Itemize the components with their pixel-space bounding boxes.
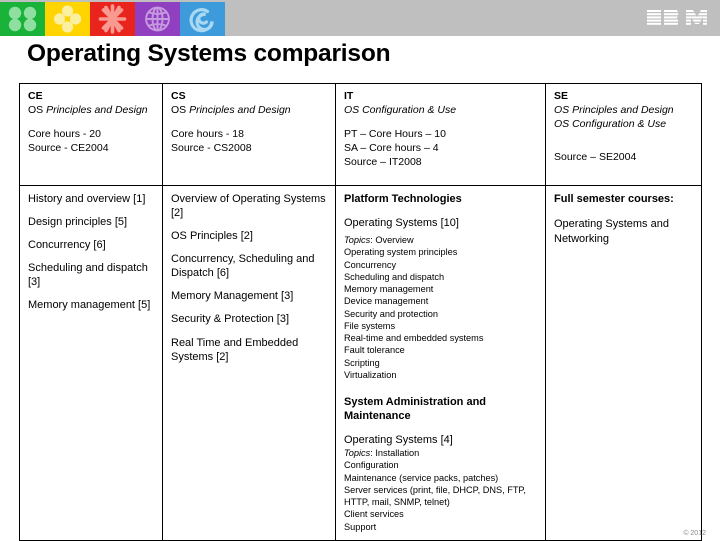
list-item: OS Principles [2] [171, 230, 253, 243]
topic-item: Security and protection [344, 308, 438, 319]
topics-label: Topics [344, 235, 371, 246]
section-heading: Full semester courses: [554, 193, 674, 205]
copyright-notice: © 2012 [683, 530, 706, 537]
core-hours-cs: Core hours - 18 [171, 127, 244, 140]
topic-item: Maintenance (service packs, patches) [344, 472, 499, 483]
section-text: Operating Systems and Networking [554, 218, 669, 245]
topics-first-line: Topics: Installation [344, 448, 420, 459]
list-item: Concurrency [6] [28, 239, 106, 252]
body-cell-se [546, 186, 702, 541]
subtitle-prefix: OS [28, 103, 47, 116]
topic-item: Virtualization [344, 369, 397, 380]
topic-item: Client services [344, 509, 404, 520]
column-code-cs: CS [171, 90, 186, 102]
clover-icon [0, 2, 45, 36]
globe-icon [135, 2, 180, 36]
column-subtitle-cs [171, 104, 328, 118]
list-item: Concurrency, Scheduling and Dispatch [6] [171, 253, 315, 280]
topics-label: Topics [344, 448, 371, 459]
spacer [554, 132, 694, 141]
header-band [0, 0, 720, 36]
section-course: Operating Systems [4] [344, 434, 453, 447]
topic-item: Scheduling and dispatch [344, 271, 445, 282]
header-cell-it [336, 84, 546, 186]
column-subtitle-se-2: OS Configuration & Use [554, 117, 667, 130]
topic-item: Scripting [344, 357, 380, 368]
topic-item: File systems [344, 320, 396, 331]
spacer [554, 141, 694, 150]
column-subtitle-ce [28, 104, 155, 118]
ibm-logo [645, 6, 707, 30]
spacer [344, 118, 538, 127]
header-cell-cs [163, 84, 336, 186]
list-item: Design principles [5] [28, 216, 128, 229]
spacer [344, 381, 538, 395]
list-item: Memory Management [3] [171, 290, 294, 303]
topic-item: Overview [375, 235, 414, 246]
topic-item: Fault tolerance [344, 345, 405, 356]
subtitle-italic: Principles and Design [46, 103, 148, 116]
topic-item: Real-time and embedded systems [344, 333, 484, 344]
list-item: Overview of Operating Systems [2] [171, 193, 326, 220]
section-course: Operating Systems [10] [344, 217, 459, 230]
topic-item: Configuration [344, 460, 399, 471]
column-code-ce: CE [28, 90, 43, 102]
body-cell-cs [163, 186, 336, 541]
column-subtitle-it: OS Configuration & Use [344, 103, 457, 116]
topic-item: Operating system principles [344, 247, 458, 258]
source-se: Source – SE2004 [554, 150, 637, 163]
body-cell-ce [20, 186, 163, 541]
header-cell-se [546, 84, 702, 186]
spiral-icon [180, 2, 225, 36]
page-title: Operating Systems comparison [27, 40, 391, 67]
topic-item: Support [344, 521, 377, 532]
spacer [28, 118, 155, 127]
section-heading: System Administration and Maintenance [344, 395, 487, 423]
column-code-se: SE [554, 90, 569, 102]
topic-item: Installation [375, 448, 420, 459]
topic-item: Concurrency [344, 259, 397, 270]
spacer [171, 118, 328, 127]
list-item: History and overview [1] [28, 193, 146, 205]
flower-icon [45, 2, 90, 36]
list-item: Scheduling and dispatch [3] [28, 262, 148, 289]
subtitle-prefix: OS [171, 103, 190, 116]
topics-list [344, 234, 538, 381]
topic-item: Memory management [344, 284, 434, 295]
source-cs: Source - CS2008 [171, 141, 252, 154]
body-cell-it [336, 186, 546, 541]
pt-core-hours-it: PT – Core Hours – 10 [344, 127, 446, 140]
topic-item: Device management [344, 296, 429, 307]
list-item: Real Time and Embedded Systems [2] [171, 336, 299, 363]
starburst-icon [90, 2, 135, 36]
header-cell-ce [20, 84, 163, 186]
column-subtitle-se-1: OS Principles and Design [554, 103, 674, 116]
section-heading: Platform Technologies [344, 193, 462, 205]
topics-first-line: Topics: Overview [344, 235, 414, 246]
decorative-icon-strip [0, 2, 225, 36]
topic-item: Server services (print, file, DHCP, DNS, FTP, HTTP, mail, SNMP, telnet) [344, 484, 526, 508]
topics-list [344, 447, 538, 533]
table-body-row [20, 186, 702, 541]
subtitle-italic: Principles and Design [189, 103, 291, 116]
list-item: Security & Protection [3] [171, 313, 289, 326]
sa-core-hours-it: SA – Core hours – 4 [344, 141, 439, 154]
source-it: Source – IT2008 [344, 156, 422, 169]
list-item: Memory management [5] [28, 299, 151, 312]
core-hours-ce: Core hours - 20 [28, 127, 101, 140]
table-header-row [20, 84, 702, 186]
os-comparison-table [19, 83, 702, 541]
column-code-it: IT [344, 90, 354, 102]
source-ce: Source - CE2004 [28, 141, 109, 154]
